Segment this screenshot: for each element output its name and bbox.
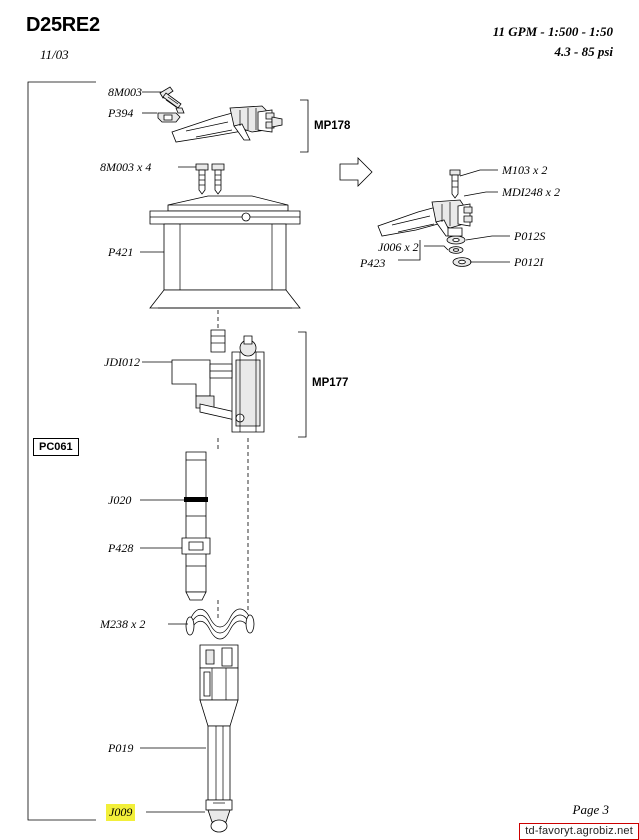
- group-label-mp178: MP178: [314, 120, 351, 132]
- part-label-jdi012: JDI012: [104, 355, 140, 369]
- part-label-8m003-x4: 8M003 x 4: [100, 160, 152, 174]
- part-label-p423: P423: [360, 256, 386, 270]
- part-label-8m003: 8M003: [108, 85, 142, 99]
- part-label-p019: P019: [108, 741, 134, 755]
- page-title: D25RE2: [26, 14, 100, 36]
- spec-flow-ratio: 11 GPM - 1:500 - 1:50: [492, 24, 613, 39]
- part-label-m103-x2: M103 x 2: [502, 163, 548, 177]
- part-label-m238-x2: M238 x 2: [100, 617, 146, 631]
- part-label-j006-x2: J006 x 2: [378, 240, 419, 254]
- spec-pressure: 4.3 - 85 psi: [554, 44, 613, 59]
- assembly-label-pc061: PC061: [33, 438, 79, 456]
- part-label-mdi248-x2: MDI248 x 2: [502, 185, 560, 199]
- group-label-mp177: MP177: [312, 377, 349, 389]
- part-label-p428: P428: [108, 541, 134, 555]
- part-label-p012s: P012S: [514, 229, 546, 243]
- part-label-j009-highlighted: J009: [106, 804, 135, 821]
- part-label-p012i: P012I: [514, 255, 544, 269]
- revision-date: 11/03: [40, 47, 69, 62]
- part-label-j020: J020: [108, 493, 132, 507]
- watermark: td-favoryt.agrobiz.net: [519, 823, 639, 840]
- part-label-p394: P394: [108, 106, 134, 120]
- part-label-p421: P421: [108, 245, 134, 259]
- page-number: Page 3: [572, 802, 609, 817]
